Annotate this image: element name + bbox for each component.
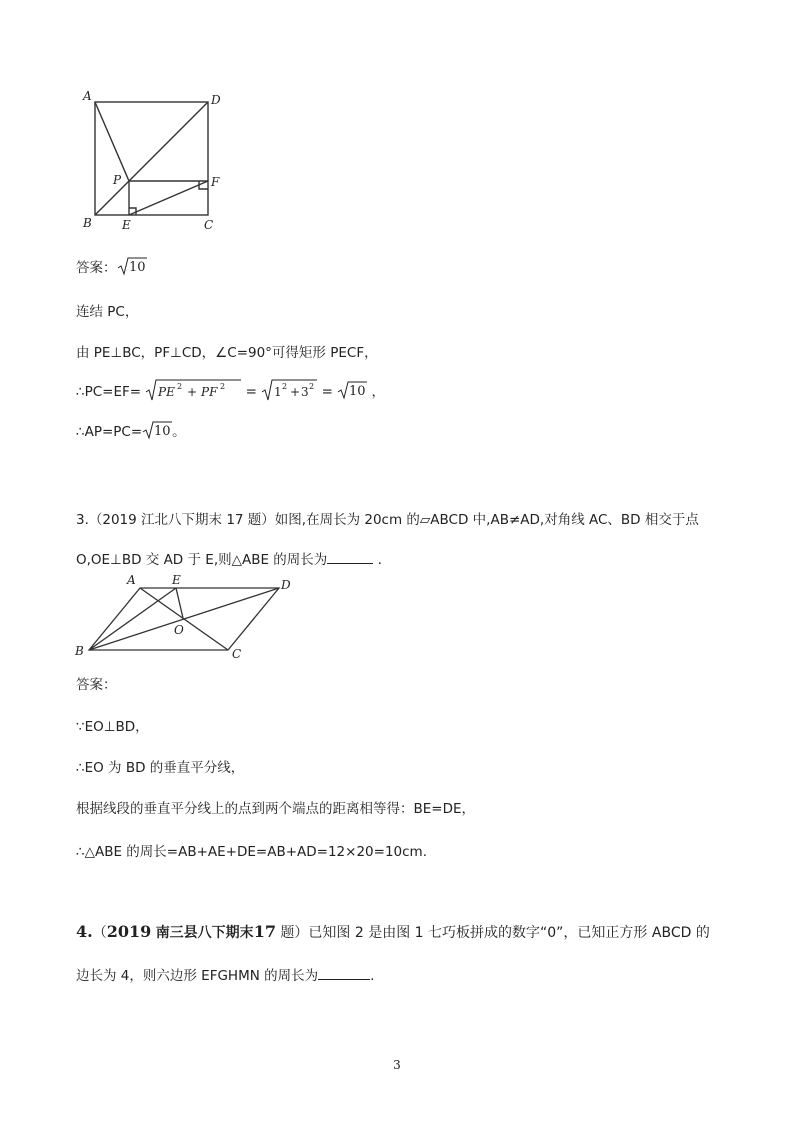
ten-b: 10	[154, 424, 171, 439]
pf: PF	[201, 385, 218, 399]
sqrt-ten	[117, 256, 147, 280]
svg-text:2: 2	[220, 382, 226, 391]
line3-prefix: ∴PC=EF=	[76, 384, 142, 400]
sqrt-one-three	[261, 378, 317, 406]
q3-line2	[76, 548, 382, 568]
figure-square-abcd	[78, 88, 228, 233]
q4-num: 4.	[76, 922, 93, 941]
answer-blank	[327, 551, 373, 564]
q4-year: 2019	[106, 922, 152, 941]
sqrt-ten-value: 10	[128, 260, 146, 275]
label-f: F	[211, 175, 220, 189]
label-o: O	[174, 623, 184, 637]
eq2: =	[321, 384, 333, 400]
svg-text:2: 2	[282, 382, 288, 391]
sqrt-ten-3	[142, 420, 172, 444]
label-d: D	[281, 578, 291, 592]
q2-line4	[76, 420, 186, 444]
three: 3	[301, 385, 309, 399]
label-b: B	[75, 644, 84, 658]
q2-line1: 连结 PC，	[76, 304, 139, 320]
answer-label: 答案：	[76, 260, 117, 276]
q3-line2-end: .	[377, 552, 382, 568]
figure-parallelogram	[72, 572, 302, 664]
label-b: B	[83, 216, 92, 230]
page-number: 3	[393, 1058, 401, 1072]
q3-step1: ∵EO⊥BD，	[76, 719, 149, 735]
q3-answer-label: 答案：	[76, 677, 117, 693]
label-a: A	[127, 573, 136, 587]
label-a: A	[83, 89, 92, 103]
svg-text:2: 2	[177, 382, 183, 391]
q4-line2	[76, 964, 374, 984]
one: 1	[274, 385, 282, 399]
label-e: E	[122, 218, 131, 232]
svg-text:+: +	[187, 385, 198, 399]
q3-line2-text: O,OE⊥BD 交 AD 于 E,则△ABE 的周长为	[76, 552, 328, 568]
sqrt-pe-pf	[145, 378, 241, 406]
q4-line1	[76, 922, 710, 942]
q2-line3	[76, 378, 385, 406]
label-c: C	[232, 647, 242, 661]
svg-text:+: +	[290, 385, 301, 399]
q3-step3: 根据线段的垂直平分线上的点到两个端点的距离相等得：BE=DE，	[76, 801, 476, 817]
answer-blank	[318, 967, 370, 980]
svg-text:2: 2	[309, 382, 315, 391]
label-d: D	[211, 93, 221, 107]
eq1: =	[245, 384, 257, 400]
q4-qno: 17	[253, 922, 276, 941]
ten: 10	[349, 384, 366, 399]
sqrt-ten-2	[337, 380, 367, 404]
q3-step4: ∴△ABE 的周长=AB+AE+DE=AB+AD=12×20=10cm.	[76, 844, 427, 860]
pe: PE	[158, 385, 176, 399]
line4-suffix: 。	[172, 424, 186, 440]
q4-open: （	[92, 925, 107, 941]
q2-answer	[76, 256, 147, 280]
label-c: C	[204, 218, 214, 232]
line3-suffix: ，	[371, 384, 385, 400]
label-p: P	[113, 173, 122, 187]
q4-line2-end: .	[370, 968, 375, 984]
q3-step2: ∴EO 为 BD 的垂直平分线，	[76, 760, 245, 776]
q4-rest: 题）已知图 2 是由图 1 七巧板拼成的数字“0”，已知正方形 ABCD 的	[280, 925, 710, 941]
label-e: E	[172, 573, 181, 587]
q3-line1: 3.（2019 江北八下期末 17 题）如图,在周长为 20cm 的▱ABCD 中,AB≠AD,对角线 AC、BD 相交于点	[76, 512, 699, 528]
line4-prefix: ∴AP=PC=	[76, 424, 143, 440]
q2-line2: 由 PE⊥BC，PF⊥CD，∠C=90°可得矩形 PECF，	[76, 345, 378, 361]
q4-source: 南三县八下期末	[155, 925, 254, 941]
q4-line2-text: 边长为 4，则六边形 EFGHMN 的周长为	[76, 968, 319, 984]
